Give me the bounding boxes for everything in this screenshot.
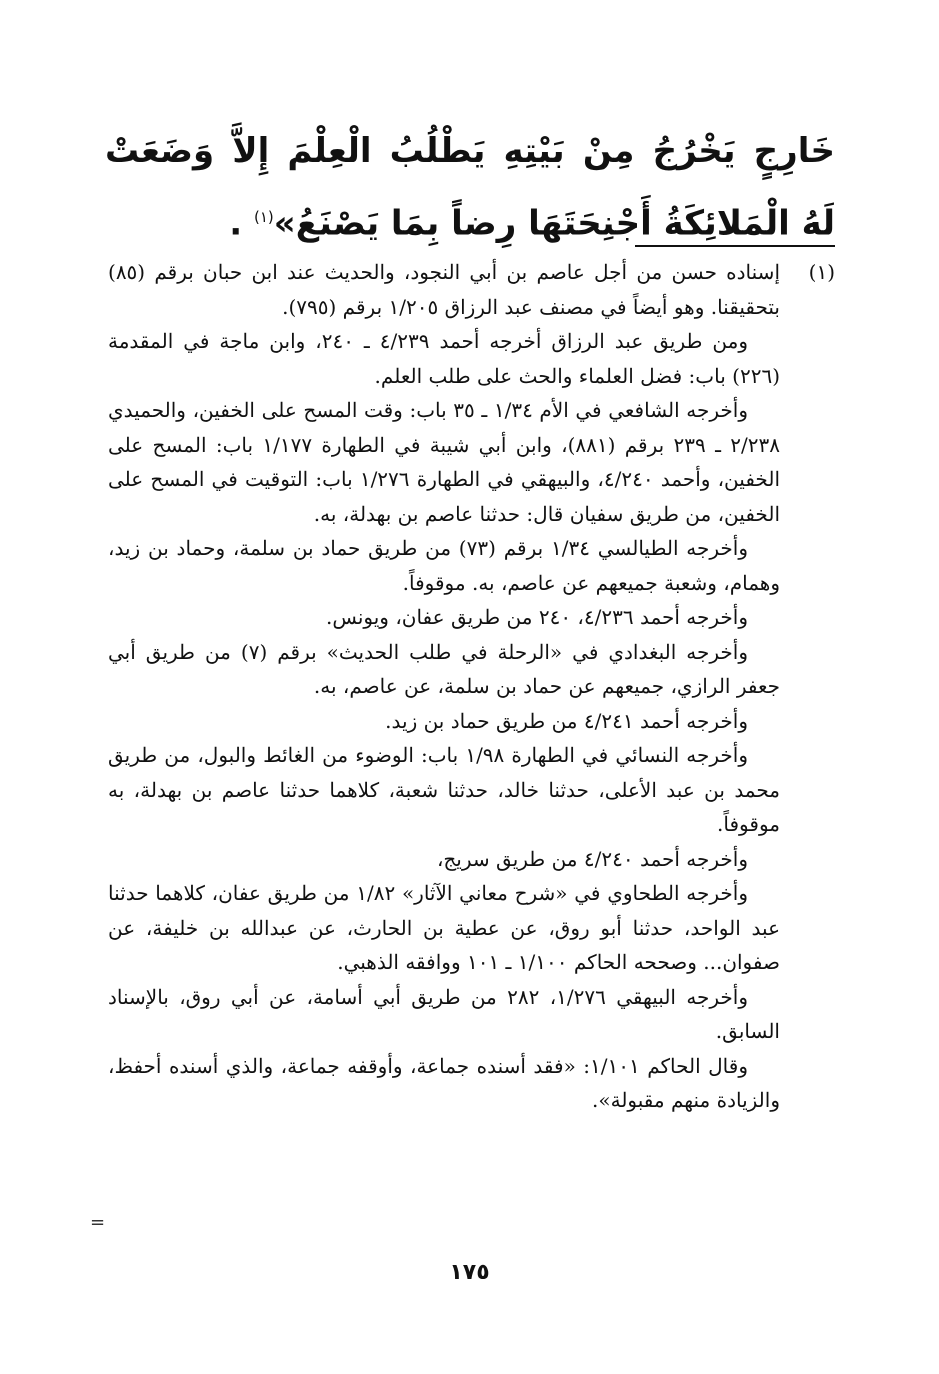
hadith-end-punctuation: . bbox=[229, 203, 254, 244]
footnote-paragraph: وأخرجه الشافعي في الأم ١/٣٤ ـ ٣٥ باب: وقت المسح على الخفين، والحميدي ٢/٢٣٨ ـ ٢٣٩ برقم (٨٨١)، وابن أبي شيبة في الطهارة ١/١٧٧ باب: المسح على الخفين، وأحمد ٤/٢٤٠، والبيهقي في الطهارة ١/٢٧٦ باب: التوقيت في المسح على الخفين، من طريق سفيان قال: حدثنا عاصم بن بهدلة، به. bbox=[108, 398, 780, 526]
footnote-paragraph: وأخرجه أحمد ٤/٢٣٦، ٢٤٠ من طريق عفان، ويونس. bbox=[325, 605, 748, 629]
footnote-paragraph: وأخرجه النسائي في الطهارة ١/٩٨ باب: الوضوء من الغائط والبول، من طريق محمد بن عبد الأعلى، حدثنا خالد، حدثنا شعبة، كلاهما حدثنا عاصم بن بهدلة، به موقوفاً. bbox=[108, 743, 780, 836]
footnote-1 bbox=[108, 255, 835, 1118]
page-number: ١٧٥ bbox=[449, 1260, 490, 1285]
continuation-marker: = bbox=[90, 1212, 106, 1233]
footnote-paragraph: وأخرجه البيهقي ١/٢٧٦، ٢٨٢ من طريق أبي أسامة، عن أبي روق، بالإسناد السابق. bbox=[108, 984, 780, 1043]
footnote-separator-rule bbox=[635, 245, 835, 247]
footnote-paragraph: وأخرجه أحمد ٤/٢٤٠ من طريق سريج، bbox=[436, 846, 748, 871]
footnote-paragraph: ومن طريق عبد الرزاق أخرجه أحمد ٤/٢٣٩ ـ ٢٤٠، وابن ماجة في المقدمة (٢٢٦) باب: فضل العلماء والحث على طلب العلم. bbox=[108, 329, 780, 388]
footnote-number: (١) bbox=[808, 260, 835, 284]
footnote-paragraph: وقال الحاكم ١/١٠١: «فقد أسنده جماعة، وأوقفه جماعة، والذي أسنده أحفظ، والزيادة منهم مقبولة». bbox=[108, 1053, 780, 1112]
footnote-paragraph: وأخرجه البغدادي في «الرحلة في طلب الحديث» برقم (٧) من طريق أبي جعفر الرازي، جميعهم عن حماد بن سلمة، عن عاصم، به. bbox=[108, 639, 780, 698]
footnote-ref-marker[interactable]: (١) bbox=[253, 208, 274, 226]
footnote-paragraph: إسناده حسن من أجل عاصم بن أبي النجود، والحديث عند ابن حبان برقم (٨٥) بتحقيقنا. وهو أيضاً في مصنف عبد الرزاق ١/٢٠٥ برقم (٧٩٥). bbox=[108, 260, 780, 319]
hadith-text-block bbox=[105, 118, 835, 256]
footnote-paragraph: وأخرجه الطحاوي في «شرح معاني الآثار» ١/٨٢ من طريق عفان، كلاهما حدثنا عبد الواحد، حدثنا أبو روق، عن عطية بن الحارث، عن عبدالله بن خليفة، عن صفوان... وصححه الحاكم ١/١٠٠ ـ ١٠١ ووافقه الذهبي. bbox=[108, 881, 780, 974]
hadith-text: خَارِجٍ يَخْرُجُ مِنْ بَيْتِهِ يَطْلُبُ الْعِلْمَ إِلاَّ وَضَعَتْ لَهُ الْمَلائِكَةُ أَجْنِحَتَهَا رِضاً بِمَا يَصْنَعُ» bbox=[105, 131, 835, 244]
footnote-paragraph: وأخرجه الطيالسي ١/٣٤ برقم (٧٣) من طريق حماد بن سلمة، وحماد بن زيد، وهمام، وشعبة جميعهم عن عاصم، به. موقوفاً. bbox=[108, 536, 780, 595]
footnotes-section bbox=[108, 255, 835, 1118]
footnote-paragraph: وأخرجه أحمد ٤/٢٤١ من طريق حماد بن زيد. bbox=[385, 708, 748, 733]
